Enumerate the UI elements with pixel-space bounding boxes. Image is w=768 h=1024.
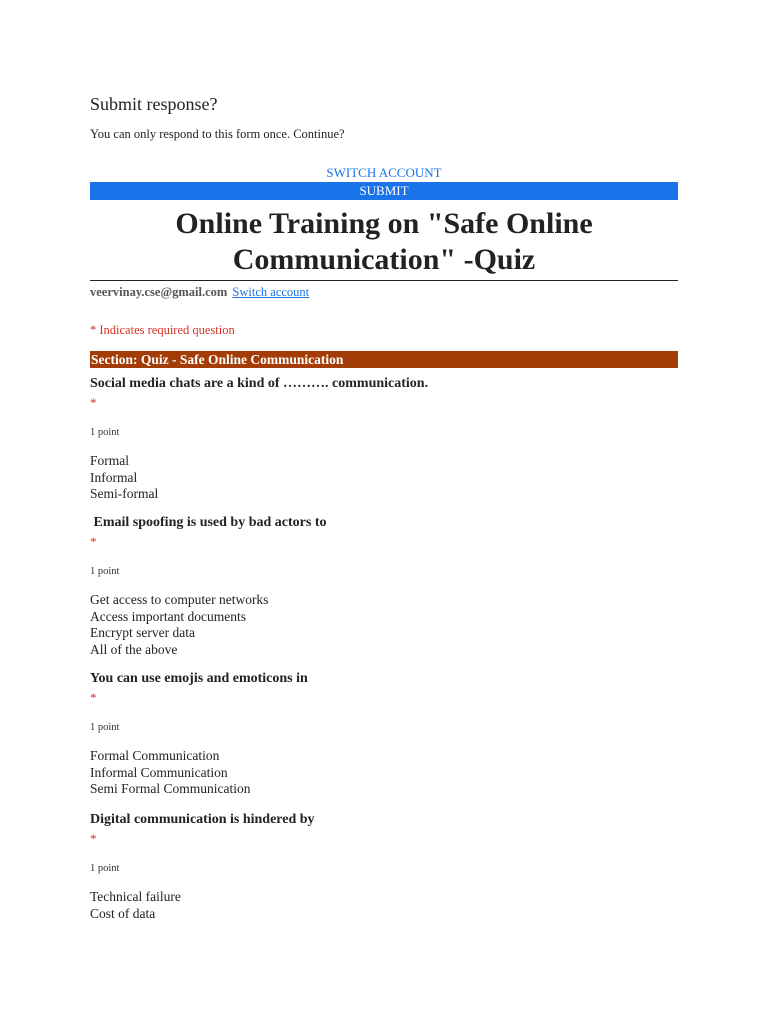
required-question-note: * Indicates required question [90,323,235,337]
switch-account-link[interactable]: Switch account [232,285,310,299]
option-formal[interactable]: Formal [90,453,129,468]
question-points: 1 point [90,427,120,438]
question-text: Email spoofing is used by bad actors to [90,515,327,530]
option-technical-failure[interactable]: Technical failure [90,889,181,904]
question-points: 1 point [90,722,120,733]
form-title: Online Training on "Safe Online Communication" -Quiz [90,206,678,281]
required-star: * [90,690,97,705]
option-semi-formal-communication[interactable]: Semi Formal Communication [90,781,251,796]
option-informal-communication[interactable]: Informal Communication [90,764,228,780]
option-informal[interactable]: Informal [90,469,138,485]
question-text: Social media chats are a kind of ………. communication. [90,376,429,391]
question-4 [90,811,678,922]
dialog-title: Submit response? [90,94,218,114]
options-list [90,453,678,503]
question-1 [90,375,678,503]
question-points: 1 point [90,566,120,577]
dialog-message: You can only respond to this form once. Continue? [90,127,345,141]
account-row [90,285,309,300]
option-formal-communication[interactable]: Formal Communication [90,748,220,763]
options-list [90,889,678,922]
options-list [90,592,678,658]
question-3 [90,670,678,798]
required-star: * [90,395,97,410]
option-all[interactable]: All of the above [90,641,178,657]
option-network-access[interactable]: Get access to computer networks [90,592,269,607]
account-email: veervinay.cse@gmail.com [90,285,228,299]
switch-account-button[interactable]: SWITCH ACCOUNT [90,165,678,181]
required-star: * [90,534,97,549]
option-cost-of-data[interactable]: Cost of data [90,905,156,921]
option-encrypt[interactable]: Encrypt server data [90,625,195,640]
submit-button[interactable]: SUBMIT [90,182,678,200]
option-documents[interactable]: Access important documents [90,608,246,624]
question-text: Digital communication is hindered by [90,812,315,827]
question-points: 1 point [90,863,120,874]
required-star: * [90,831,97,846]
option-semi-formal[interactable]: Semi-formal [90,486,159,501]
question-text: You can use emojis and emoticons in [90,671,308,686]
section-header: Section: Quiz - Safe Online Communication [90,351,678,368]
options-list [90,748,678,798]
question-2 [90,514,678,658]
